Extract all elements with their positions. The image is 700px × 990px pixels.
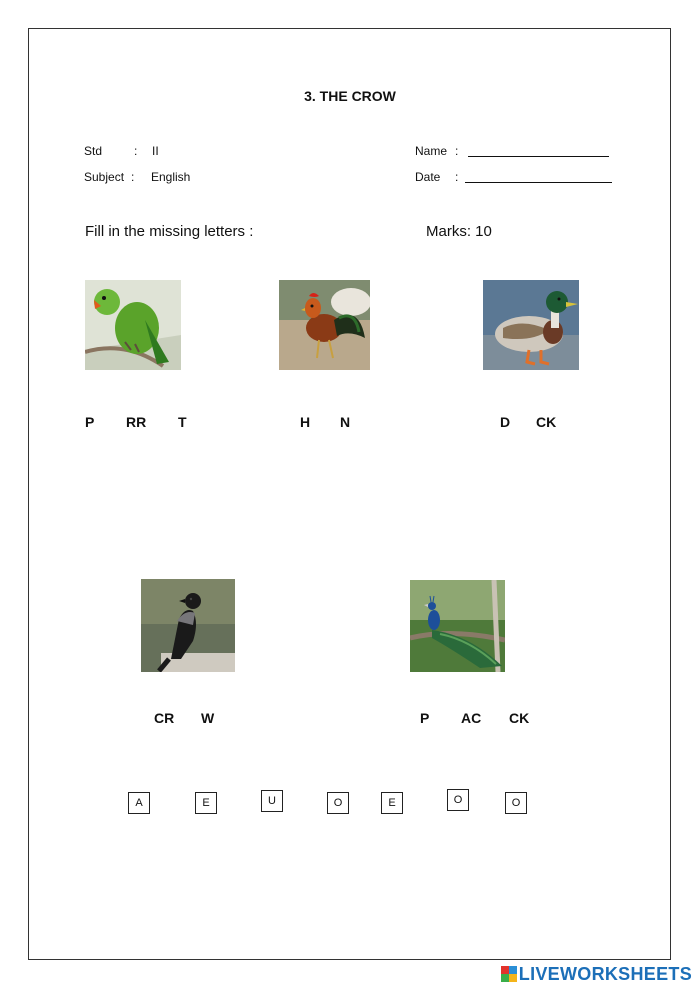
date-label: Date — [415, 170, 441, 184]
letter-option-box[interactable]: A — [128, 792, 150, 814]
name-separator: : — [455, 144, 459, 158]
letter-option-box[interactable]: O — [505, 792, 527, 814]
std-label: Std — [84, 144, 103, 158]
name-label: Name — [415, 144, 448, 158]
word-fragment: D — [500, 414, 511, 430]
liveworksheets-logo[interactable] — [501, 963, 692, 985]
parrot-image — [85, 280, 181, 370]
word-fragment: H — [300, 414, 311, 430]
page-title: 3. THE CROW — [304, 88, 396, 104]
letter-option-box[interactable]: E — [195, 792, 217, 814]
crow-image — [141, 579, 235, 672]
word-fragment: T — [178, 414, 187, 430]
letter-option-box[interactable]: U — [261, 790, 283, 812]
peacock-icon — [410, 580, 505, 672]
letter-option-box[interactable]: O — [447, 789, 469, 811]
peacock-image — [410, 580, 505, 672]
word-duck — [0, 414, 700, 432]
brand-name: LIVEWORKSHEETS — [518, 963, 692, 984]
letter-option-box[interactable]: E — [381, 792, 403, 814]
parrot-icon — [85, 280, 181, 370]
date-field[interactable] — [465, 170, 612, 183]
std-value: II — [152, 144, 159, 158]
crow-icon — [141, 579, 235, 672]
duck-icon — [483, 280, 579, 370]
std-separator: : — [134, 144, 138, 158]
word-fragment: RR — [126, 414, 147, 430]
date-separator: : — [455, 170, 459, 184]
word-fragment: P — [420, 710, 430, 726]
page-border — [28, 28, 671, 960]
instruction-text: Fill in the missing letters : — [85, 223, 254, 240]
subject-label: Subject — [84, 170, 125, 184]
hen-icon — [279, 280, 370, 370]
duck-image — [483, 280, 579, 370]
word-fragment: CK — [509, 710, 530, 726]
word-fragment: CR — [154, 710, 175, 726]
logo-grid-icon — [501, 966, 517, 982]
word-peacock — [0, 710, 700, 728]
word-fragment: AC — [461, 710, 482, 726]
marks-text: Marks: 10 — [426, 223, 492, 240]
letter-option-box[interactable]: O — [327, 792, 349, 814]
subject-value: English — [151, 170, 191, 184]
word-fragment: N — [340, 414, 351, 430]
hen-image — [279, 280, 370, 370]
word-fragment: P — [85, 414, 95, 430]
subject-separator: : — [131, 170, 135, 184]
word-fragment: CK — [536, 414, 557, 430]
word-fragment: W — [201, 710, 215, 726]
name-field[interactable] — [468, 144, 609, 157]
